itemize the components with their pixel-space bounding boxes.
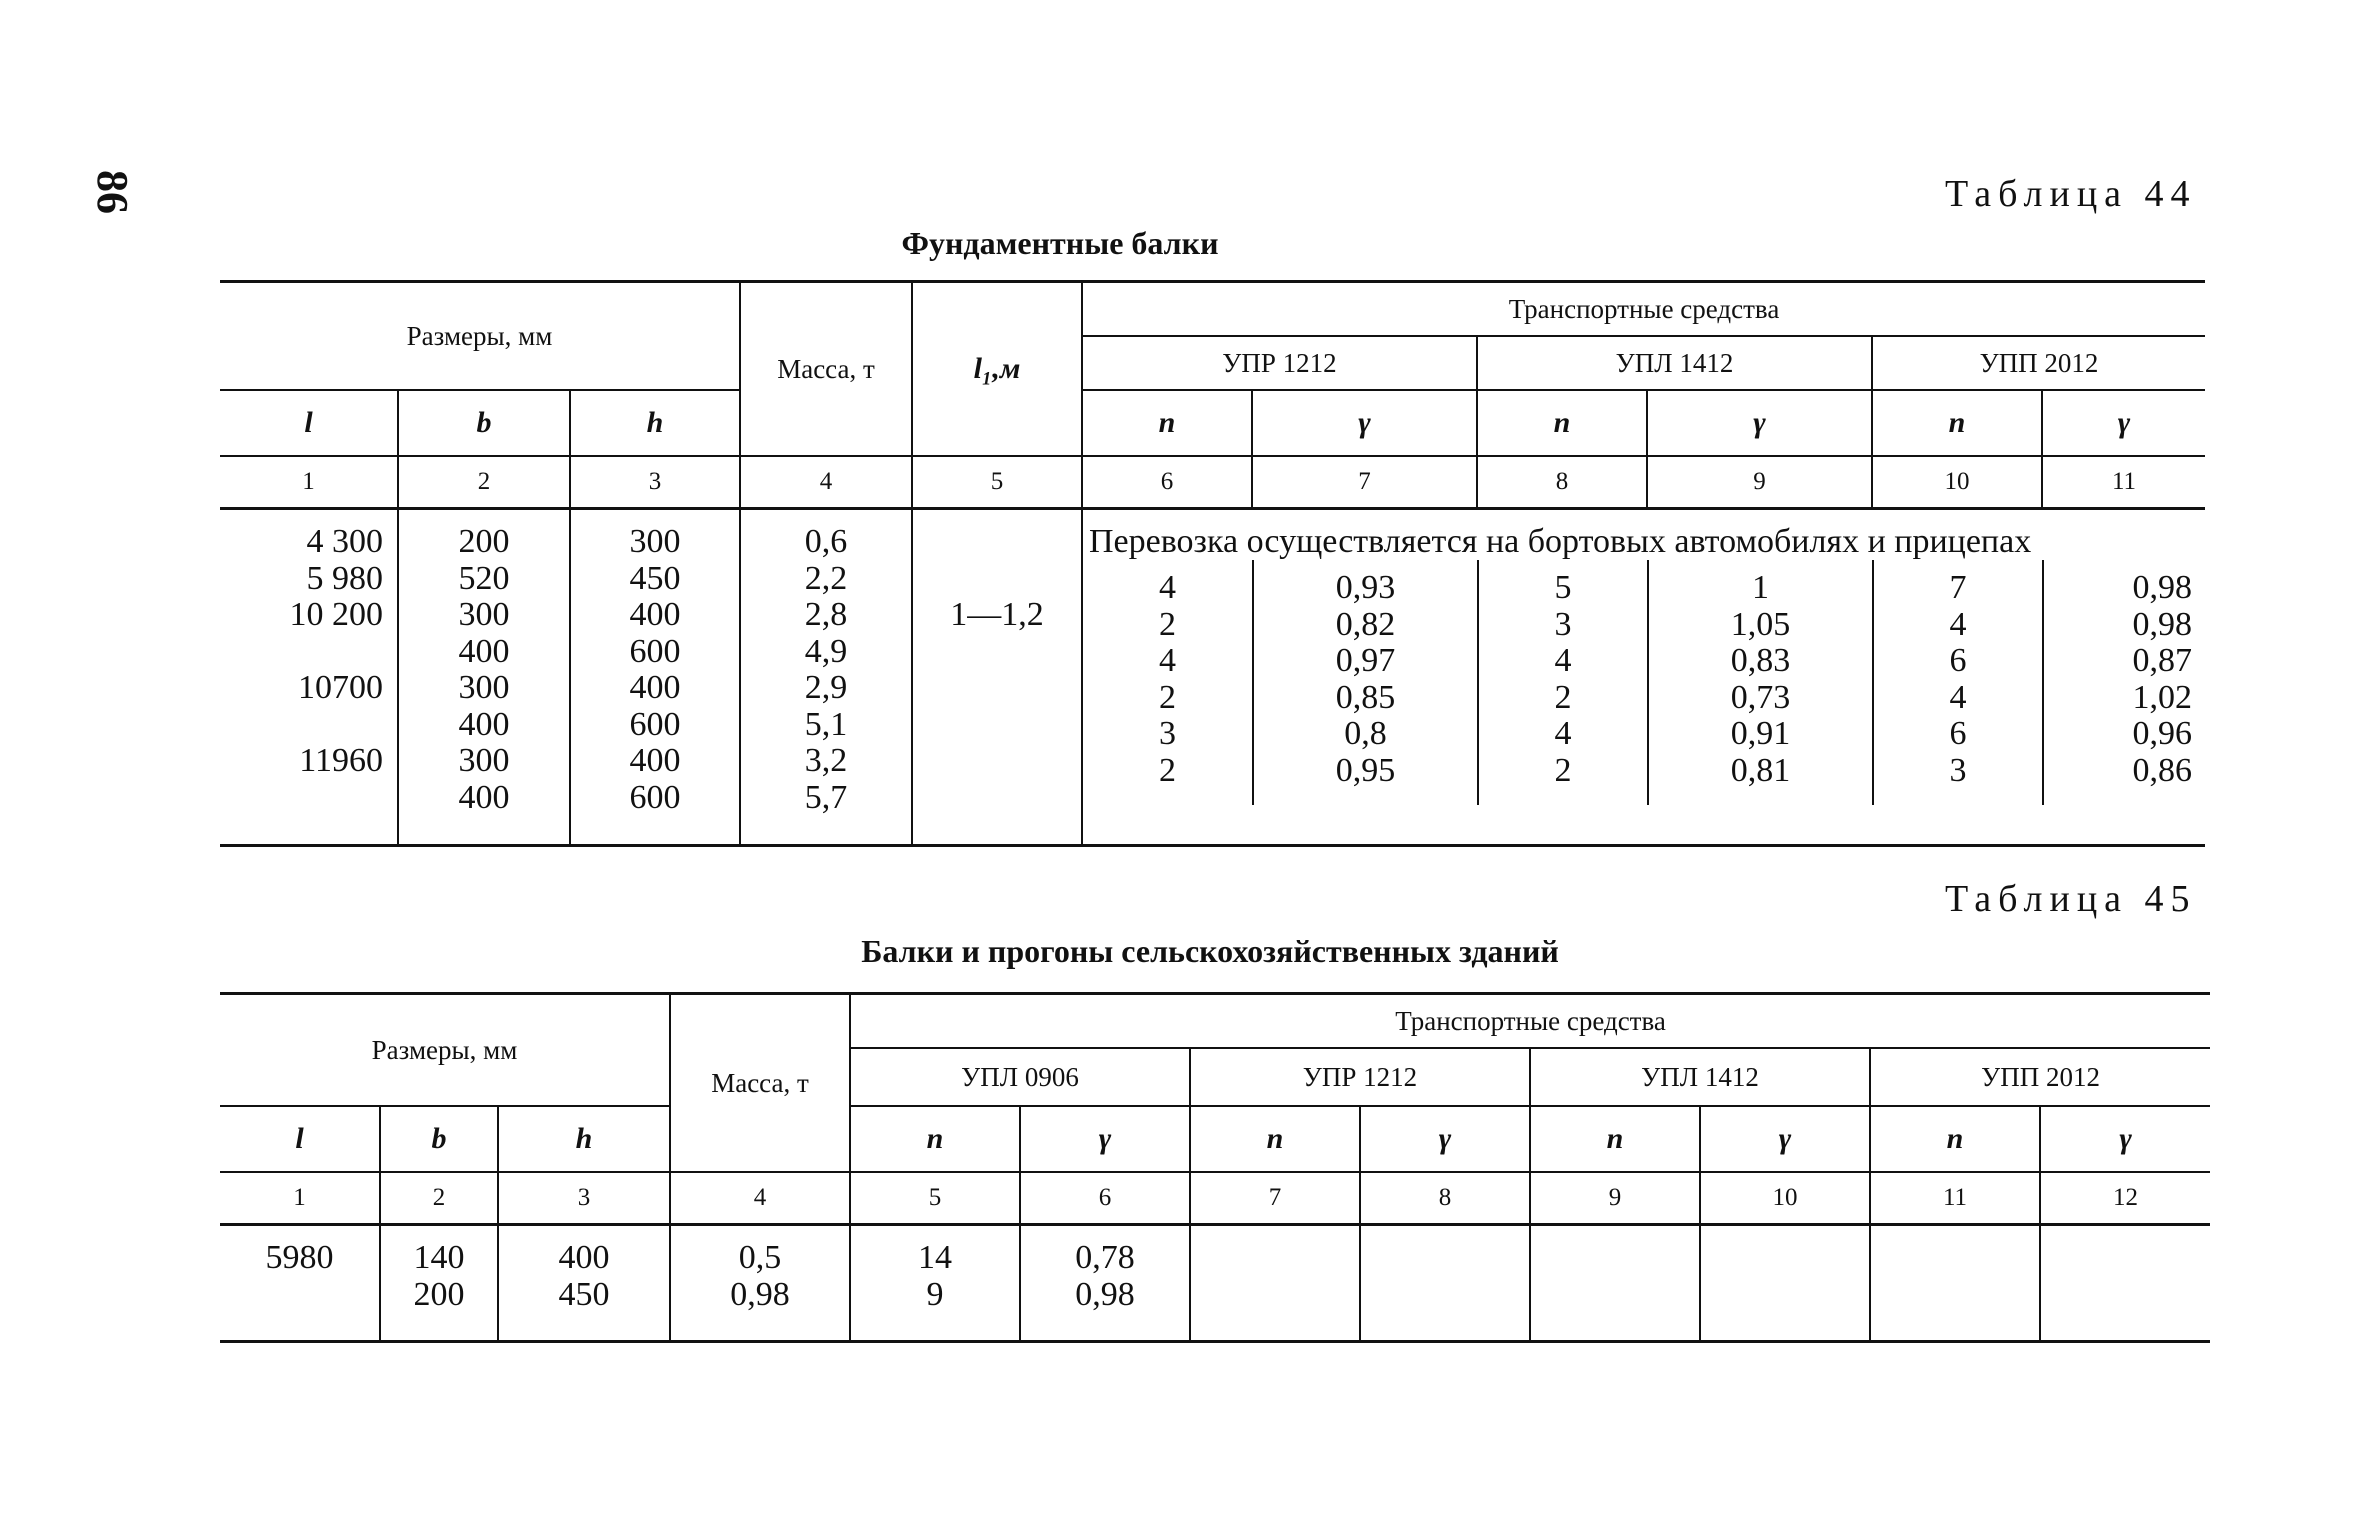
cell: 9 bbox=[926, 1275, 944, 1313]
cell: 4 bbox=[1554, 715, 1572, 752]
col-number: 7 bbox=[1252, 456, 1477, 509]
upr1212-n-values bbox=[1190, 1225, 1360, 1342]
cell: 4 bbox=[1949, 678, 1967, 716]
cell: 5,1 bbox=[804, 705, 848, 743]
cell: 0,97 bbox=[1335, 642, 1396, 679]
cell: 5 bbox=[1554, 569, 1572, 606]
cell: 0,86 bbox=[2132, 751, 2192, 789]
cell: 3,2 bbox=[804, 742, 848, 779]
col-gamma-header: γ bbox=[2040, 1106, 2210, 1172]
upl1412-gamma-values bbox=[1648, 560, 1873, 805]
cell: 0,5 bbox=[738, 1239, 782, 1276]
col-n-header: n bbox=[850, 1106, 1020, 1172]
col-gamma-header: γ bbox=[1700, 1106, 1870, 1172]
cell: 520 bbox=[458, 559, 510, 597]
cell: 4 bbox=[1554, 642, 1572, 679]
upp2012-gamma-values bbox=[2043, 560, 2206, 805]
cell: 1 bbox=[1752, 569, 1769, 606]
upp2012-n-values bbox=[1870, 1225, 2040, 1342]
cell: 6 bbox=[1949, 642, 1967, 679]
upp2012-gamma-values bbox=[2040, 1225, 2210, 1342]
cell: 4 bbox=[1159, 569, 1176, 606]
col-l-values bbox=[220, 509, 398, 846]
col-number: 11 bbox=[2042, 456, 2205, 509]
table-45-title: Балки и прогоны сельскохозяйственных зданий bbox=[861, 933, 1559, 969]
cell: 3 bbox=[1949, 751, 1967, 789]
col-n-header: n bbox=[1477, 390, 1647, 456]
upl1412-n-values bbox=[1478, 560, 1648, 805]
upl0906-gamma-values bbox=[1020, 1225, 1190, 1342]
col-n-header: n bbox=[1082, 390, 1252, 456]
cell: 1—1,2 bbox=[950, 596, 1044, 633]
cell: 0,98 bbox=[2132, 605, 2192, 643]
col-l-values bbox=[220, 1225, 380, 1342]
col-number: 3 bbox=[498, 1172, 670, 1225]
cell: 300 bbox=[458, 742, 510, 779]
cell: 0,98 bbox=[2132, 569, 2192, 606]
vehicle-upp2012: УПП 2012 bbox=[1872, 336, 2205, 390]
table-45-label: Таблица 45 bbox=[1945, 878, 2197, 920]
upp2012-n-values bbox=[1873, 560, 2043, 805]
cell: 11960 bbox=[299, 742, 383, 779]
cell: 200 bbox=[458, 523, 510, 560]
transport-block bbox=[1082, 509, 2205, 846]
table-44 bbox=[220, 280, 2205, 847]
col-number: 10 bbox=[1872, 456, 2042, 509]
upl0906-n-values bbox=[850, 1225, 1020, 1342]
cell bbox=[220, 634, 383, 671]
col-number: 9 bbox=[1647, 456, 1872, 509]
col-h-values bbox=[570, 509, 740, 846]
cell bbox=[913, 524, 1081, 561]
cell: 400 bbox=[629, 742, 681, 779]
col-n-header: n bbox=[1870, 1106, 2040, 1172]
cell: 5980 bbox=[265, 1239, 334, 1276]
col-number: 11 bbox=[1870, 1172, 2040, 1225]
cell: 400 bbox=[458, 778, 510, 816]
vehicle-upr1212: УПР 1212 bbox=[1190, 1048, 1530, 1106]
cell: 0,83 bbox=[1730, 642, 1791, 679]
cell: 2 bbox=[1159, 605, 1176, 643]
upr1212-gamma-values bbox=[1360, 1225, 1530, 1342]
cell: 4 bbox=[1949, 605, 1967, 643]
col-h-header: h bbox=[570, 390, 740, 456]
vehicle-upr1212: УПР 1212 bbox=[1082, 336, 1477, 390]
cell: 2,9 bbox=[804, 669, 848, 706]
cell: 0,98 bbox=[730, 1275, 790, 1313]
mass-header: Масса, т bbox=[670, 994, 850, 1173]
cell: 400 bbox=[458, 632, 510, 670]
col-gamma-header: γ bbox=[1020, 1106, 1190, 1172]
col-number: 7 bbox=[1190, 1172, 1360, 1225]
cell: 10700 bbox=[298, 669, 383, 706]
col-number: 5 bbox=[912, 456, 1082, 509]
cell: 1,02 bbox=[2132, 678, 2192, 716]
cell: 0,8 bbox=[1344, 715, 1387, 752]
cell: 0,91 bbox=[1730, 715, 1791, 752]
vehicle-upl1412: УПЛ 1412 bbox=[1477, 336, 1872, 390]
cell: 300 bbox=[458, 596, 510, 633]
cell: 2 bbox=[1554, 678, 1572, 716]
col-number: 2 bbox=[380, 1172, 498, 1225]
transport-note: Перевозка осуществляется на бортовых автомобилях и прицепах bbox=[1089, 523, 2032, 560]
col-n-header: n bbox=[1872, 390, 2042, 456]
cell: 1,05 bbox=[1730, 605, 1791, 643]
col-number: 6 bbox=[1082, 456, 1252, 509]
table-45 bbox=[220, 992, 2210, 1343]
cell: 600 bbox=[629, 705, 681, 743]
upr1212-gamma-values bbox=[1253, 560, 1478, 805]
vehicle-upl0906: УПЛ 0906 bbox=[850, 1048, 1190, 1106]
cell: 0,87 bbox=[2132, 642, 2192, 679]
cell: 400 bbox=[629, 669, 681, 706]
cell: 400 bbox=[629, 596, 681, 633]
cell: 2 bbox=[1159, 678, 1176, 716]
col-mass-values bbox=[670, 1225, 850, 1342]
col-h-header: h bbox=[498, 1106, 670, 1172]
col-number: 1 bbox=[302, 468, 315, 495]
cell: 2 bbox=[1159, 751, 1176, 789]
vehicle-upp2012: УПП 2012 bbox=[1870, 1048, 2210, 1106]
cell bbox=[220, 1277, 379, 1314]
col-number: 4 bbox=[670, 1172, 850, 1225]
cell: 0,73 bbox=[1730, 678, 1791, 716]
col-number: 12 bbox=[2040, 1172, 2210, 1225]
cell: 4 300 bbox=[306, 523, 383, 560]
cell: 0,78 bbox=[1075, 1239, 1135, 1276]
cell: 450 bbox=[558, 1275, 610, 1313]
cell: 5 980 bbox=[306, 559, 383, 597]
cell: 450 bbox=[629, 559, 681, 597]
dimensions-header: Размеры, мм bbox=[220, 282, 740, 391]
l1-header: l₁,м bbox=[912, 282, 1082, 457]
cell: 3 bbox=[1159, 715, 1176, 752]
col-b-header: b bbox=[380, 1106, 498, 1172]
cell: 300 bbox=[629, 523, 681, 560]
col-mass-values bbox=[740, 509, 912, 846]
cell: 2,2 bbox=[804, 559, 848, 597]
cell: 5,7 bbox=[804, 778, 848, 816]
cell: 0,81 bbox=[1730, 751, 1791, 789]
upl1412-gamma-values bbox=[1700, 1225, 1870, 1342]
col-b-values bbox=[380, 1225, 498, 1342]
cell: 200 bbox=[413, 1275, 465, 1313]
col-h-values bbox=[498, 1225, 670, 1342]
col-gamma-header: γ bbox=[1360, 1106, 1530, 1172]
col-number: 10 bbox=[1700, 1172, 1870, 1225]
cell: 600 bbox=[629, 632, 681, 670]
cell: 400 bbox=[558, 1239, 610, 1276]
col-l-header: l bbox=[304, 406, 313, 439]
page-number: 86 bbox=[88, 170, 137, 214]
col-number: 8 bbox=[1477, 456, 1647, 509]
cell bbox=[220, 780, 383, 817]
mass-header: Масса, т bbox=[740, 282, 912, 457]
cell: 7 bbox=[1949, 569, 1967, 606]
upr1212-n-values bbox=[1083, 560, 1253, 805]
cell bbox=[913, 561, 1081, 598]
cell: 600 bbox=[629, 778, 681, 816]
cell: 0,85 bbox=[1335, 678, 1396, 716]
upl1412-n-values bbox=[1530, 1225, 1700, 1342]
col-number: 9 bbox=[1530, 1172, 1700, 1225]
col-l-header: l bbox=[295, 1122, 304, 1155]
col-number: 4 bbox=[740, 456, 912, 509]
col-n-header: n bbox=[1190, 1106, 1360, 1172]
col-number: 2 bbox=[398, 456, 570, 509]
cell: 14 bbox=[918, 1239, 952, 1276]
col-l1-values bbox=[912, 509, 1082, 846]
col-b-values bbox=[398, 509, 570, 846]
cell: 6 bbox=[1949, 715, 1967, 752]
vehicle-upl1412: УПЛ 1412 bbox=[1530, 1048, 1870, 1106]
transport-header: Транспортные средства bbox=[1082, 282, 2205, 337]
col-gamma-header: γ bbox=[2042, 390, 2205, 456]
transport-subtable bbox=[1083, 560, 2206, 805]
col-gamma-header: γ bbox=[1647, 390, 1872, 456]
cell: 400 bbox=[458, 705, 510, 743]
col-number: 5 bbox=[850, 1172, 1020, 1225]
dimensions-header: Размеры, мм bbox=[220, 994, 670, 1107]
cell: 0,93 bbox=[1335, 569, 1396, 606]
cell: 0,82 bbox=[1335, 605, 1396, 643]
cell: 0,96 bbox=[2132, 715, 2192, 752]
cell: 4 bbox=[1159, 642, 1176, 679]
cell: 2 bbox=[1554, 751, 1572, 789]
cell: 4,9 bbox=[804, 632, 848, 670]
table-44-label: Таблица 44 bbox=[1945, 173, 2197, 215]
cell bbox=[220, 707, 383, 744]
cell: 0,98 bbox=[1075, 1275, 1135, 1313]
cell: 10 200 bbox=[289, 596, 383, 633]
col-number: 8 bbox=[1360, 1172, 1530, 1225]
cell: 0,6 bbox=[804, 523, 848, 560]
cell: 140 bbox=[413, 1239, 465, 1276]
col-number: 6 bbox=[1020, 1172, 1190, 1225]
col-number: 1 bbox=[293, 1184, 306, 1211]
cell: 3 bbox=[1554, 605, 1572, 643]
table-44-title: Фундаментные балки bbox=[901, 225, 1219, 261]
col-b-header: b bbox=[398, 390, 570, 456]
cell: 0,95 bbox=[1335, 751, 1396, 789]
col-gamma-header: γ bbox=[1252, 390, 1477, 456]
cell: 2,8 bbox=[804, 596, 848, 633]
cell: 300 bbox=[458, 669, 510, 706]
transport-header: Транспортные средства bbox=[850, 994, 2210, 1049]
col-number: 3 bbox=[570, 456, 740, 509]
col-n-header: n bbox=[1530, 1106, 1700, 1172]
